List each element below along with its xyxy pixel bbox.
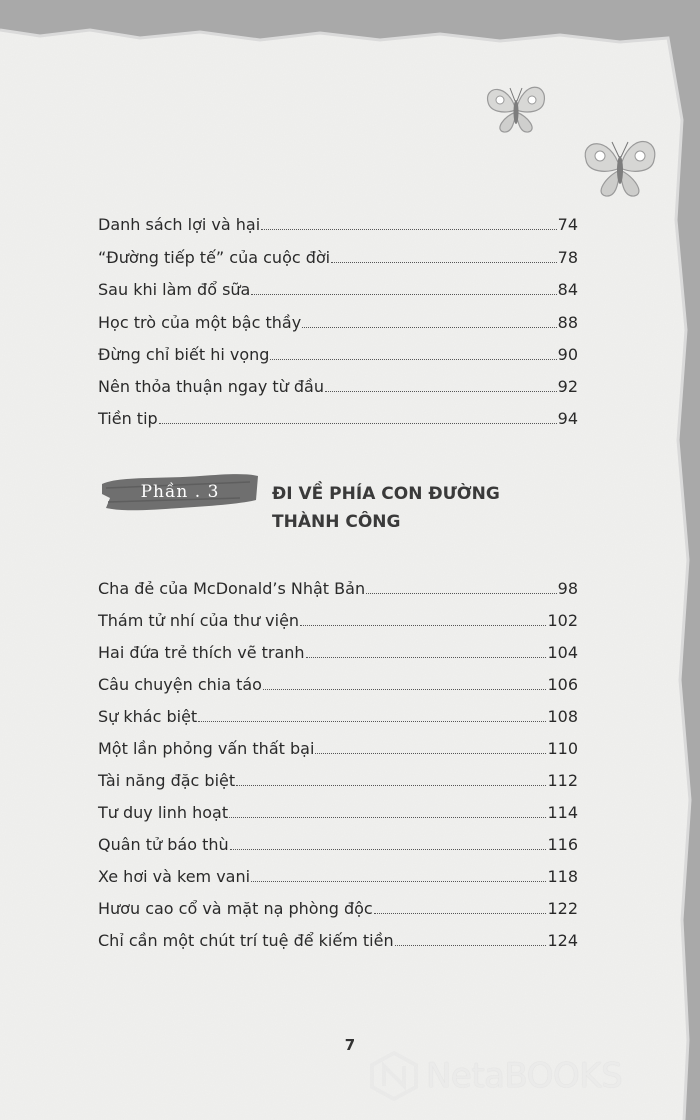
toc-entry[interactable] [98,638,578,662]
watermark-brand: NetaBOOKS [426,1056,623,1096]
section-badge [100,470,260,514]
toc-entry-page: 98 [557,579,578,598]
toc-entry-page: 104 [547,643,578,662]
netabooks-logo-icon [368,1050,420,1102]
toc-entry[interactable] [98,372,578,396]
toc-entry-page: 88 [557,313,578,332]
toc-leader-dots [230,849,547,850]
toc-entry-page: 112 [547,771,578,790]
toc-entry[interactable] [98,766,578,790]
toc-entry-page: 102 [547,611,578,630]
toc-leader-dots [270,359,556,360]
toc-entry[interactable] [98,734,578,758]
toc-entry-title: Sự khác biệt [98,707,198,726]
toc-entry-title: Quân tử báo thù [98,835,229,854]
toc-entry-page: 108 [547,707,578,726]
toc-entry[interactable] [98,702,578,726]
toc-entry-title: Học trò của một bậc thầy [98,313,302,332]
toc-entry[interactable] [98,210,578,234]
toc-leader-dots [331,262,557,263]
toc-entry[interactable] [98,340,578,364]
toc-entry[interactable] [98,894,578,918]
toc-leader-dots [302,327,556,328]
toc-entry-title: Hai đứa trẻ thích vẽ tranh [98,643,305,662]
toc-leader-dots [374,913,547,914]
toc-entry-title: Đừng chỉ biết hi vọng [98,345,270,364]
toc-leader-dots [300,625,546,626]
page-number: 7 [344,1036,356,1054]
toc-entry[interactable] [98,606,578,630]
section-label: Phần . 3 [140,482,220,502]
toc-entry-page: 124 [547,931,578,950]
toc-leader-dots [229,817,546,818]
toc-leader-dots [325,391,557,392]
toc-leader-dots [159,423,557,424]
toc-leader-dots [236,785,546,786]
toc-entry-title: Hươu cao cổ và mặt nạ phòng độc [98,899,373,918]
toc-leader-dots [366,593,557,594]
section-title-line: THÀNH CÔNG [272,512,401,532]
toc-entry-page: 78 [557,248,578,267]
toc-entry-page: 122 [547,899,578,918]
toc-entry-title: Xe hơi và kem vani [98,867,251,886]
toc-entry[interactable] [98,574,578,598]
toc-entry[interactable] [98,275,578,299]
toc-entry[interactable] [98,798,578,822]
toc-entry[interactable] [98,670,578,694]
toc-leader-dots [198,721,546,722]
toc-leader-dots [315,753,546,754]
toc-entry-title: Nên thỏa thuận ngay từ đầu [98,377,324,396]
toc-entry[interactable] [98,243,578,267]
butterfly-icon [478,72,554,142]
toc-entry-page: 94 [557,409,578,428]
butterfly-icon [574,122,666,208]
toc-entry-title: Câu chuyện chia táo [98,675,262,694]
toc-entry-page: 106 [547,675,578,694]
toc-entry-title: Thám tử nhí của thư viện [98,611,300,630]
toc-entry-title: Sau khi làm đổ sữa [98,280,251,299]
toc-entry-title: Tiền tip [98,409,158,428]
toc-leader-dots [306,657,547,658]
watermark [368,1046,698,1106]
toc-leader-dots [251,881,546,882]
toc-entry-title: “Đường tiếp tế” của cuộc đời [98,248,331,267]
watermark-suffix: .vn [622,1076,644,1092]
section-title-line: ĐI VỀ PHÍA CON ĐƯỜNG [272,484,500,504]
toc-leader-dots [395,945,547,946]
toc-entry-page: 118 [547,867,578,886]
toc-leader-dots [251,294,556,295]
toc-entry-page: 74 [557,215,578,234]
section-title [272,480,500,536]
toc-entry-page: 116 [547,835,578,854]
toc-entry[interactable] [98,862,578,886]
toc-entry[interactable] [98,830,578,854]
toc-entry-title: Danh sách lợi và hại [98,215,261,234]
toc-entry-title: Chỉ cần một chút trí tuệ để kiếm tiền [98,931,394,950]
toc-entry[interactable] [98,404,578,428]
toc-entry-title: Tư duy linh hoạt [98,803,229,822]
toc-leader-dots [263,689,546,690]
toc-entry-page: 90 [557,345,578,364]
toc-entry-title: Cha đẻ của McDonald’s Nhật Bản [98,579,366,598]
toc-entry-title: Một lần phỏng vấn thất bại [98,739,315,758]
toc-entry-page: 110 [547,739,578,758]
toc-entry[interactable] [98,926,578,950]
toc-entry-page: 92 [557,377,578,396]
toc-entry-page: 84 [557,280,578,299]
toc-entry-page: 114 [547,803,578,822]
toc-entry[interactable] [98,308,578,332]
toc-entry-title: Tài năng đặc biệt [98,771,236,790]
toc-leader-dots [261,229,556,230]
